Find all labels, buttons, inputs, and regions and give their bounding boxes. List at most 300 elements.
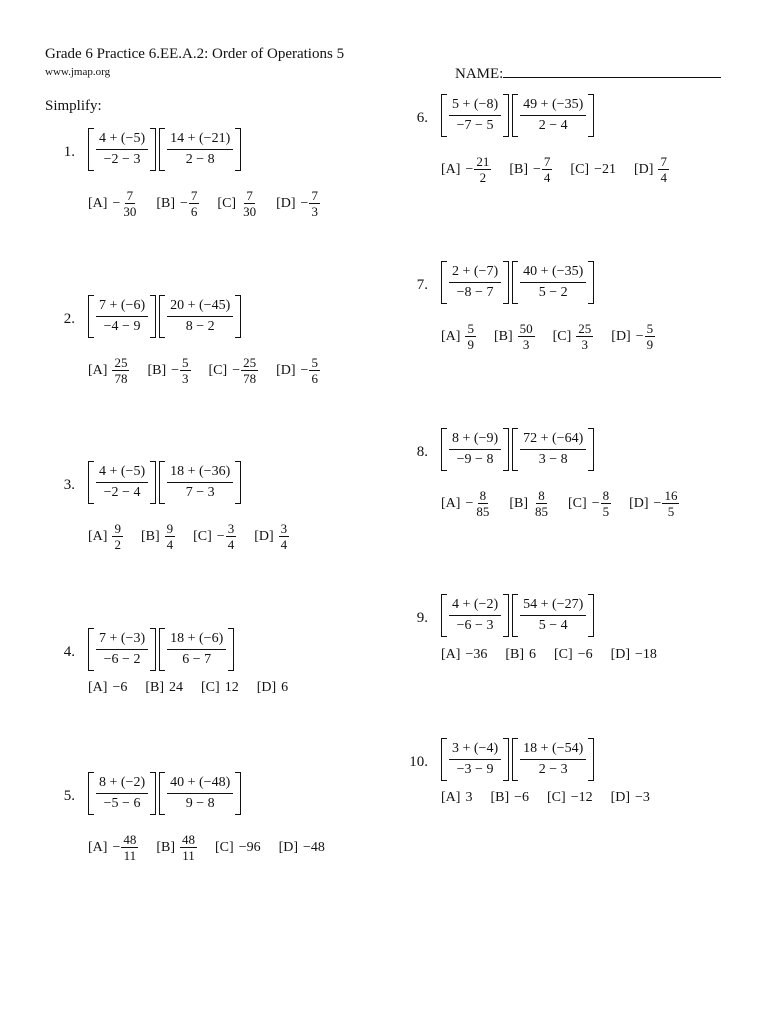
numerator: 49 + (−35): [520, 97, 586, 116]
answer-value: −36: [465, 647, 488, 662]
answer-label: [D]: [634, 161, 654, 177]
answer-option[interactable]: [156, 832, 197, 863]
answer-option[interactable]: [490, 790, 529, 806]
answer-value: −21: [594, 161, 616, 177]
answer-option[interactable]: [254, 521, 289, 552]
bracket-group: [88, 461, 156, 504]
answer-value: 12: [224, 680, 239, 695]
right-bracket: [150, 295, 156, 338]
problem-number: 7.: [416, 277, 428, 293]
answer-fraction: [189, 188, 200, 219]
answer-sign: −: [300, 195, 309, 211]
answer-value: −18: [635, 647, 657, 662]
answer-choices: [88, 188, 338, 219]
bracket-group: [512, 594, 594, 637]
answer-option[interactable]: [88, 832, 138, 863]
answer-label: [C]: [547, 790, 566, 805]
bracket-group: [441, 261, 509, 304]
bracket-group: [159, 295, 241, 338]
answer-choices: [441, 154, 687, 185]
fraction: [94, 628, 150, 671]
numerator: 5 + (−8): [449, 97, 501, 116]
answer-fraction: [279, 521, 290, 552]
answer-fraction: [309, 188, 320, 219]
answer-option[interactable]: [441, 790, 472, 806]
answer-fraction: [645, 321, 656, 352]
answer-sign: −: [112, 839, 121, 855]
answer-label: [D]: [610, 647, 631, 662]
problem-number: 2.: [63, 311, 75, 327]
answer-option[interactable]: [611, 321, 655, 352]
bracket-group: [88, 295, 156, 338]
answer-fraction: [601, 488, 612, 519]
problem-number: 3.: [63, 477, 75, 493]
answer-sign: −: [653, 495, 662, 511]
answer-label: [B]: [147, 362, 167, 378]
answer-denominator: 5: [602, 504, 610, 519]
answer-option[interactable]: [88, 355, 129, 386]
fraction: [165, 295, 235, 338]
problem-number: 5.: [63, 788, 75, 804]
answer-numerator: 7: [543, 154, 551, 169]
answer-label: [B]: [490, 790, 510, 805]
answer-option[interactable]: [611, 790, 650, 806]
denominator: −2 − 3: [103, 152, 141, 167]
numerator: 3 + (−4): [449, 741, 501, 760]
right-bracket: [503, 261, 509, 304]
right-bracket: [588, 428, 594, 471]
answer-fraction: [165, 521, 176, 552]
numerator: 18 + (−54): [520, 741, 586, 760]
denominator: −8 − 7: [456, 285, 494, 300]
answer-option[interactable]: [554, 647, 593, 663]
answer-numerator: 5: [311, 355, 318, 370]
fraction: [165, 628, 228, 671]
answer-numerator: 25: [114, 355, 128, 370]
answer-option[interactable]: [279, 840, 325, 856]
answer-option[interactable]: [88, 680, 127, 696]
problem-number: 8.: [416, 444, 428, 460]
answer-denominator: 6: [190, 204, 198, 219]
numerator: 20 + (−45): [167, 298, 233, 317]
answer-option[interactable]: [441, 647, 487, 663]
answer-value: −3: [635, 790, 650, 805]
answer-numerator: 3: [280, 521, 288, 536]
answer-label: [D]: [256, 680, 277, 695]
answer-numerator: 8: [602, 488, 610, 503]
answer-fraction: [180, 355, 191, 386]
answer-denominator: 3: [522, 337, 530, 352]
answer-value: −96: [238, 839, 261, 855]
answer-option[interactable]: [568, 488, 611, 519]
right-bracket: [588, 94, 594, 137]
numerator: 72 + (−64): [520, 431, 586, 450]
answer-option[interactable]: [494, 321, 535, 352]
bracket-group: [441, 94, 509, 137]
answer-label: [C]: [217, 195, 237, 211]
right-bracket: [503, 594, 509, 637]
answer-choices: [441, 488, 697, 519]
answer-sign: −: [533, 161, 541, 177]
answer-fraction: [533, 488, 550, 519]
denominator: 8 − 2: [185, 319, 215, 334]
right-bracket: [588, 594, 594, 637]
denominator: −6 − 3: [456, 618, 494, 633]
problem-expression: [441, 94, 594, 137]
name-blank-line[interactable]: [503, 63, 721, 78]
answer-option[interactable]: [88, 521, 123, 552]
bracket-group: [512, 428, 594, 471]
answer-option[interactable]: [634, 154, 669, 185]
answer-label: [D]: [611, 328, 631, 344]
right-bracket: [228, 628, 234, 671]
answer-sign: −: [112, 195, 121, 211]
fraction: [94, 772, 150, 815]
answer-numerator: 9: [166, 521, 174, 536]
answer-numerator: 5: [467, 321, 474, 336]
answer-denominator: 5: [667, 504, 675, 519]
problem-expression: [88, 461, 241, 504]
answer-numerator: 8: [479, 488, 487, 503]
numerator: 40 + (−48): [167, 775, 233, 794]
denominator: 2 − 4: [538, 118, 568, 133]
problem-number: 10.: [409, 754, 428, 770]
answer-sign: −: [465, 161, 474, 177]
answer-denominator: 11: [182, 848, 195, 863]
answer-label: [D]: [276, 362, 296, 378]
fraction: [518, 594, 588, 637]
answer-numerator: 48: [123, 832, 137, 847]
answer-option[interactable]: [629, 488, 679, 519]
problem-number: 9.: [416, 610, 428, 626]
answer-option[interactable]: [441, 321, 476, 352]
answer-denominator: 4: [660, 170, 667, 185]
answer-fraction: [518, 321, 535, 352]
answer-option[interactable]: [209, 355, 259, 386]
answer-denominator: 85: [476, 504, 490, 519]
source-url: www.jmap.org: [45, 66, 111, 78]
answer-option[interactable]: [611, 647, 657, 663]
answer-label: [C]: [215, 839, 234, 855]
answer-sign: −: [635, 328, 644, 344]
answer-numerator: 5: [646, 321, 654, 336]
answer-label: [C]: [554, 647, 573, 662]
denominator: −2 − 4: [103, 485, 141, 500]
answer-choices: [88, 521, 307, 552]
bracket-group: [441, 738, 509, 781]
answer-value: 24: [169, 680, 184, 695]
answer-fraction: [658, 154, 669, 185]
answer-label: [B]: [505, 647, 525, 662]
answer-label: [B]: [156, 839, 176, 855]
answer-label: [A]: [441, 161, 461, 177]
answer-sign: −: [216, 528, 225, 544]
answer-label: [A]: [88, 680, 108, 695]
page-title: Grade 6 Practice 6.EE.A.2: Order of Operations 5: [45, 46, 345, 62]
answer-label: [B]: [140, 528, 160, 544]
answer-fraction: [112, 521, 123, 552]
bracket-group: [159, 128, 241, 171]
fraction: [165, 772, 235, 815]
bracket-group: [441, 428, 509, 471]
right-bracket: [588, 261, 594, 304]
answer-label: [B]: [493, 328, 513, 344]
answer-fraction: [241, 188, 258, 219]
numerator: 54 + (−27): [520, 597, 586, 616]
answer-option[interactable]: [441, 488, 491, 519]
answer-option[interactable]: [88, 188, 138, 219]
denominator: 2 − 3: [538, 762, 568, 777]
name-label: NAME:: [455, 66, 504, 82]
answer-fraction: [309, 355, 320, 386]
answer-option[interactable]: [505, 647, 536, 663]
answer-denominator: 85: [535, 504, 549, 519]
answer-label: [D]: [276, 195, 296, 211]
answer-numerator: 7: [660, 154, 667, 169]
answer-denominator: 78: [243, 371, 257, 386]
answer-value: 6: [281, 680, 289, 695]
fraction: [447, 94, 503, 137]
problem-number: 6.: [416, 110, 428, 126]
answer-value: −6: [514, 790, 530, 805]
answer-fraction: [226, 521, 237, 552]
answer-fraction: [662, 488, 679, 519]
answer-denominator: 4: [166, 537, 174, 552]
answer-choices: [441, 647, 675, 663]
answer-option[interactable]: [441, 154, 491, 185]
answer-denominator: 11: [123, 848, 137, 863]
answer-denominator: 2: [479, 170, 487, 185]
answer-label: [C]: [568, 495, 587, 511]
answer-fraction: [241, 355, 258, 386]
denominator: −4 − 9: [103, 319, 141, 334]
answer-fraction: [542, 154, 553, 185]
problem-number: 4.: [63, 644, 75, 660]
denominator: 6 − 7: [182, 652, 212, 667]
answer-label: [C]: [552, 328, 572, 344]
denominator: 9 − 8: [185, 796, 215, 811]
answer-label: [B]: [509, 495, 529, 511]
fraction: [94, 461, 150, 504]
answer-option[interactable]: [570, 162, 616, 178]
denominator: 2 − 8: [185, 152, 215, 167]
answer-label: [C]: [193, 528, 212, 544]
answer-label: [B]: [156, 195, 176, 211]
answer-option[interactable]: [217, 188, 258, 219]
answer-denominator: 9: [646, 337, 654, 352]
right-bracket: [150, 772, 156, 815]
answer-label: [D]: [254, 528, 274, 544]
numerator: 18 + (−6): [167, 631, 226, 650]
answer-value: −48: [303, 839, 325, 855]
fraction: [94, 128, 150, 171]
answer-sign: −: [465, 495, 474, 511]
instruction: Simplify:: [45, 98, 102, 114]
fraction: [165, 128, 235, 171]
answer-option[interactable]: [509, 154, 552, 185]
denominator: −9 − 8: [456, 452, 494, 467]
answer-denominator: 3: [581, 337, 589, 352]
denominator: 5 − 2: [538, 285, 568, 300]
bracket-group: [512, 94, 594, 137]
answer-option[interactable]: [215, 840, 261, 856]
answer-denominator: 6: [311, 371, 318, 386]
answer-label: [D]: [610, 790, 631, 805]
answer-denominator: 4: [543, 170, 551, 185]
right-bracket: [503, 428, 509, 471]
answer-fraction: [121, 832, 138, 863]
answer-denominator: 3: [182, 371, 189, 386]
right-bracket: [235, 772, 241, 815]
fraction: [165, 461, 235, 504]
answer-numerator: 16: [664, 488, 678, 503]
problem-expression: [88, 128, 241, 171]
denominator: −6 − 2: [103, 652, 141, 667]
bracket-group: [159, 461, 241, 504]
right-bracket: [503, 94, 509, 137]
numerator: 14 + (−21): [167, 131, 233, 150]
problem-expression: [88, 295, 241, 338]
answer-value: −12: [570, 790, 593, 805]
right-bracket: [235, 128, 241, 171]
problem-number: 1.: [63, 144, 75, 160]
answer-value: 3: [465, 790, 473, 805]
answer-fraction: [180, 832, 197, 863]
answer-fraction: [576, 321, 593, 352]
numerator: 7 + (−3): [96, 631, 148, 650]
answer-denominator: 9: [467, 337, 474, 352]
answer-denominator: 78: [114, 371, 128, 386]
bracket-group: [441, 594, 509, 637]
fraction: [518, 738, 588, 781]
answer-label: [D]: [278, 839, 299, 855]
answer-choices: [88, 680, 306, 696]
answer-label: [C]: [208, 362, 228, 378]
answer-label: [A]: [441, 328, 461, 344]
problem-expression: [441, 261, 594, 304]
answer-label: [C]: [201, 680, 220, 695]
answer-label: [C]: [570, 161, 590, 177]
fraction: [447, 428, 503, 471]
answer-sign: −: [300, 362, 309, 378]
answer-choices: [441, 321, 673, 352]
answer-numerator: 5: [182, 355, 189, 370]
answer-numerator: 25: [578, 321, 592, 336]
numerator: 4 + (−5): [96, 464, 148, 483]
fraction: [447, 594, 503, 637]
fraction: [94, 295, 150, 338]
answer-fraction: [474, 154, 491, 185]
denominator: −7 − 5: [456, 118, 494, 133]
bracket-group: [512, 738, 594, 781]
bracket-group: [88, 772, 156, 815]
right-bracket: [503, 738, 509, 781]
right-bracket: [235, 461, 241, 504]
answer-label: [A]: [88, 839, 108, 855]
answer-choices: [441, 790, 668, 806]
answer-denominator: 30: [123, 204, 137, 219]
answer-option[interactable]: [141, 521, 175, 552]
answer-numerator: 7: [311, 188, 318, 203]
numerator: 8 + (−2): [96, 775, 148, 794]
right-bracket: [588, 738, 594, 781]
fraction: [447, 738, 503, 781]
answer-label: [D]: [629, 495, 649, 511]
answer-denominator: 3: [311, 204, 318, 219]
answer-option[interactable]: [145, 680, 183, 696]
fraction: [447, 261, 503, 304]
answer-numerator: 25: [243, 355, 257, 370]
bracket-group: [88, 128, 156, 171]
bracket-group: [159, 628, 234, 671]
answer-numerator: 8: [538, 488, 545, 503]
answer-option[interactable]: [193, 521, 236, 552]
answer-option[interactable]: [147, 355, 190, 386]
answer-value: 6: [529, 647, 537, 662]
answer-numerator: 9: [114, 521, 121, 536]
problem-expression: [88, 772, 241, 815]
answer-option[interactable]: [257, 680, 288, 696]
bracket-group: [88, 628, 156, 671]
fraction: [518, 428, 588, 471]
problem-expression: [441, 594, 594, 637]
answer-fraction: [112, 355, 129, 386]
name-field[interactable]: [455, 63, 721, 83]
numerator: 4 + (−5): [96, 131, 148, 150]
answer-denominator: 2: [114, 537, 121, 552]
answer-option[interactable]: [547, 790, 593, 806]
answer-sign: −: [591, 495, 600, 511]
answer-value: −6: [577, 647, 593, 662]
answer-numerator: 7: [126, 188, 134, 203]
answer-option[interactable]: [553, 321, 594, 352]
answer-label: [A]: [88, 362, 108, 378]
answer-sign: −: [171, 362, 180, 378]
answer-denominator: 4: [227, 537, 235, 552]
answer-label: [A]: [441, 647, 461, 662]
problem-expression: [88, 628, 234, 671]
answer-label: [B]: [145, 680, 165, 695]
answer-option[interactable]: [276, 355, 320, 386]
answer-numerator: 7: [246, 188, 253, 203]
answer-value: −6: [112, 680, 128, 695]
right-bracket: [150, 128, 156, 171]
answer-option[interactable]: [509, 488, 550, 519]
answer-sign: −: [180, 195, 188, 211]
answer-label: [A]: [88, 528, 108, 544]
numerator: 40 + (−35): [520, 264, 586, 283]
answer-option[interactable]: [201, 680, 239, 696]
answer-numerator: 48: [182, 832, 196, 847]
numerator: 2 + (−7): [449, 264, 501, 283]
answer-choices: [88, 832, 343, 863]
numerator: 18 + (−36): [167, 464, 233, 483]
denominator: 7 − 3: [185, 485, 215, 500]
answer-option[interactable]: [276, 188, 320, 219]
denominator: 3 − 8: [538, 452, 568, 467]
answer-fraction: [474, 488, 491, 519]
denominator: −3 − 9: [456, 762, 494, 777]
answer-label: [A]: [441, 790, 461, 805]
bracket-group: [512, 261, 594, 304]
problem-expression: [441, 428, 594, 471]
right-bracket: [150, 628, 156, 671]
answer-numerator: 21: [476, 154, 490, 169]
answer-denominator: 30: [243, 204, 257, 219]
answer-option[interactable]: [156, 188, 199, 219]
denominator: 5 − 4: [538, 618, 568, 633]
numerator: 8 + (−9): [449, 431, 501, 450]
